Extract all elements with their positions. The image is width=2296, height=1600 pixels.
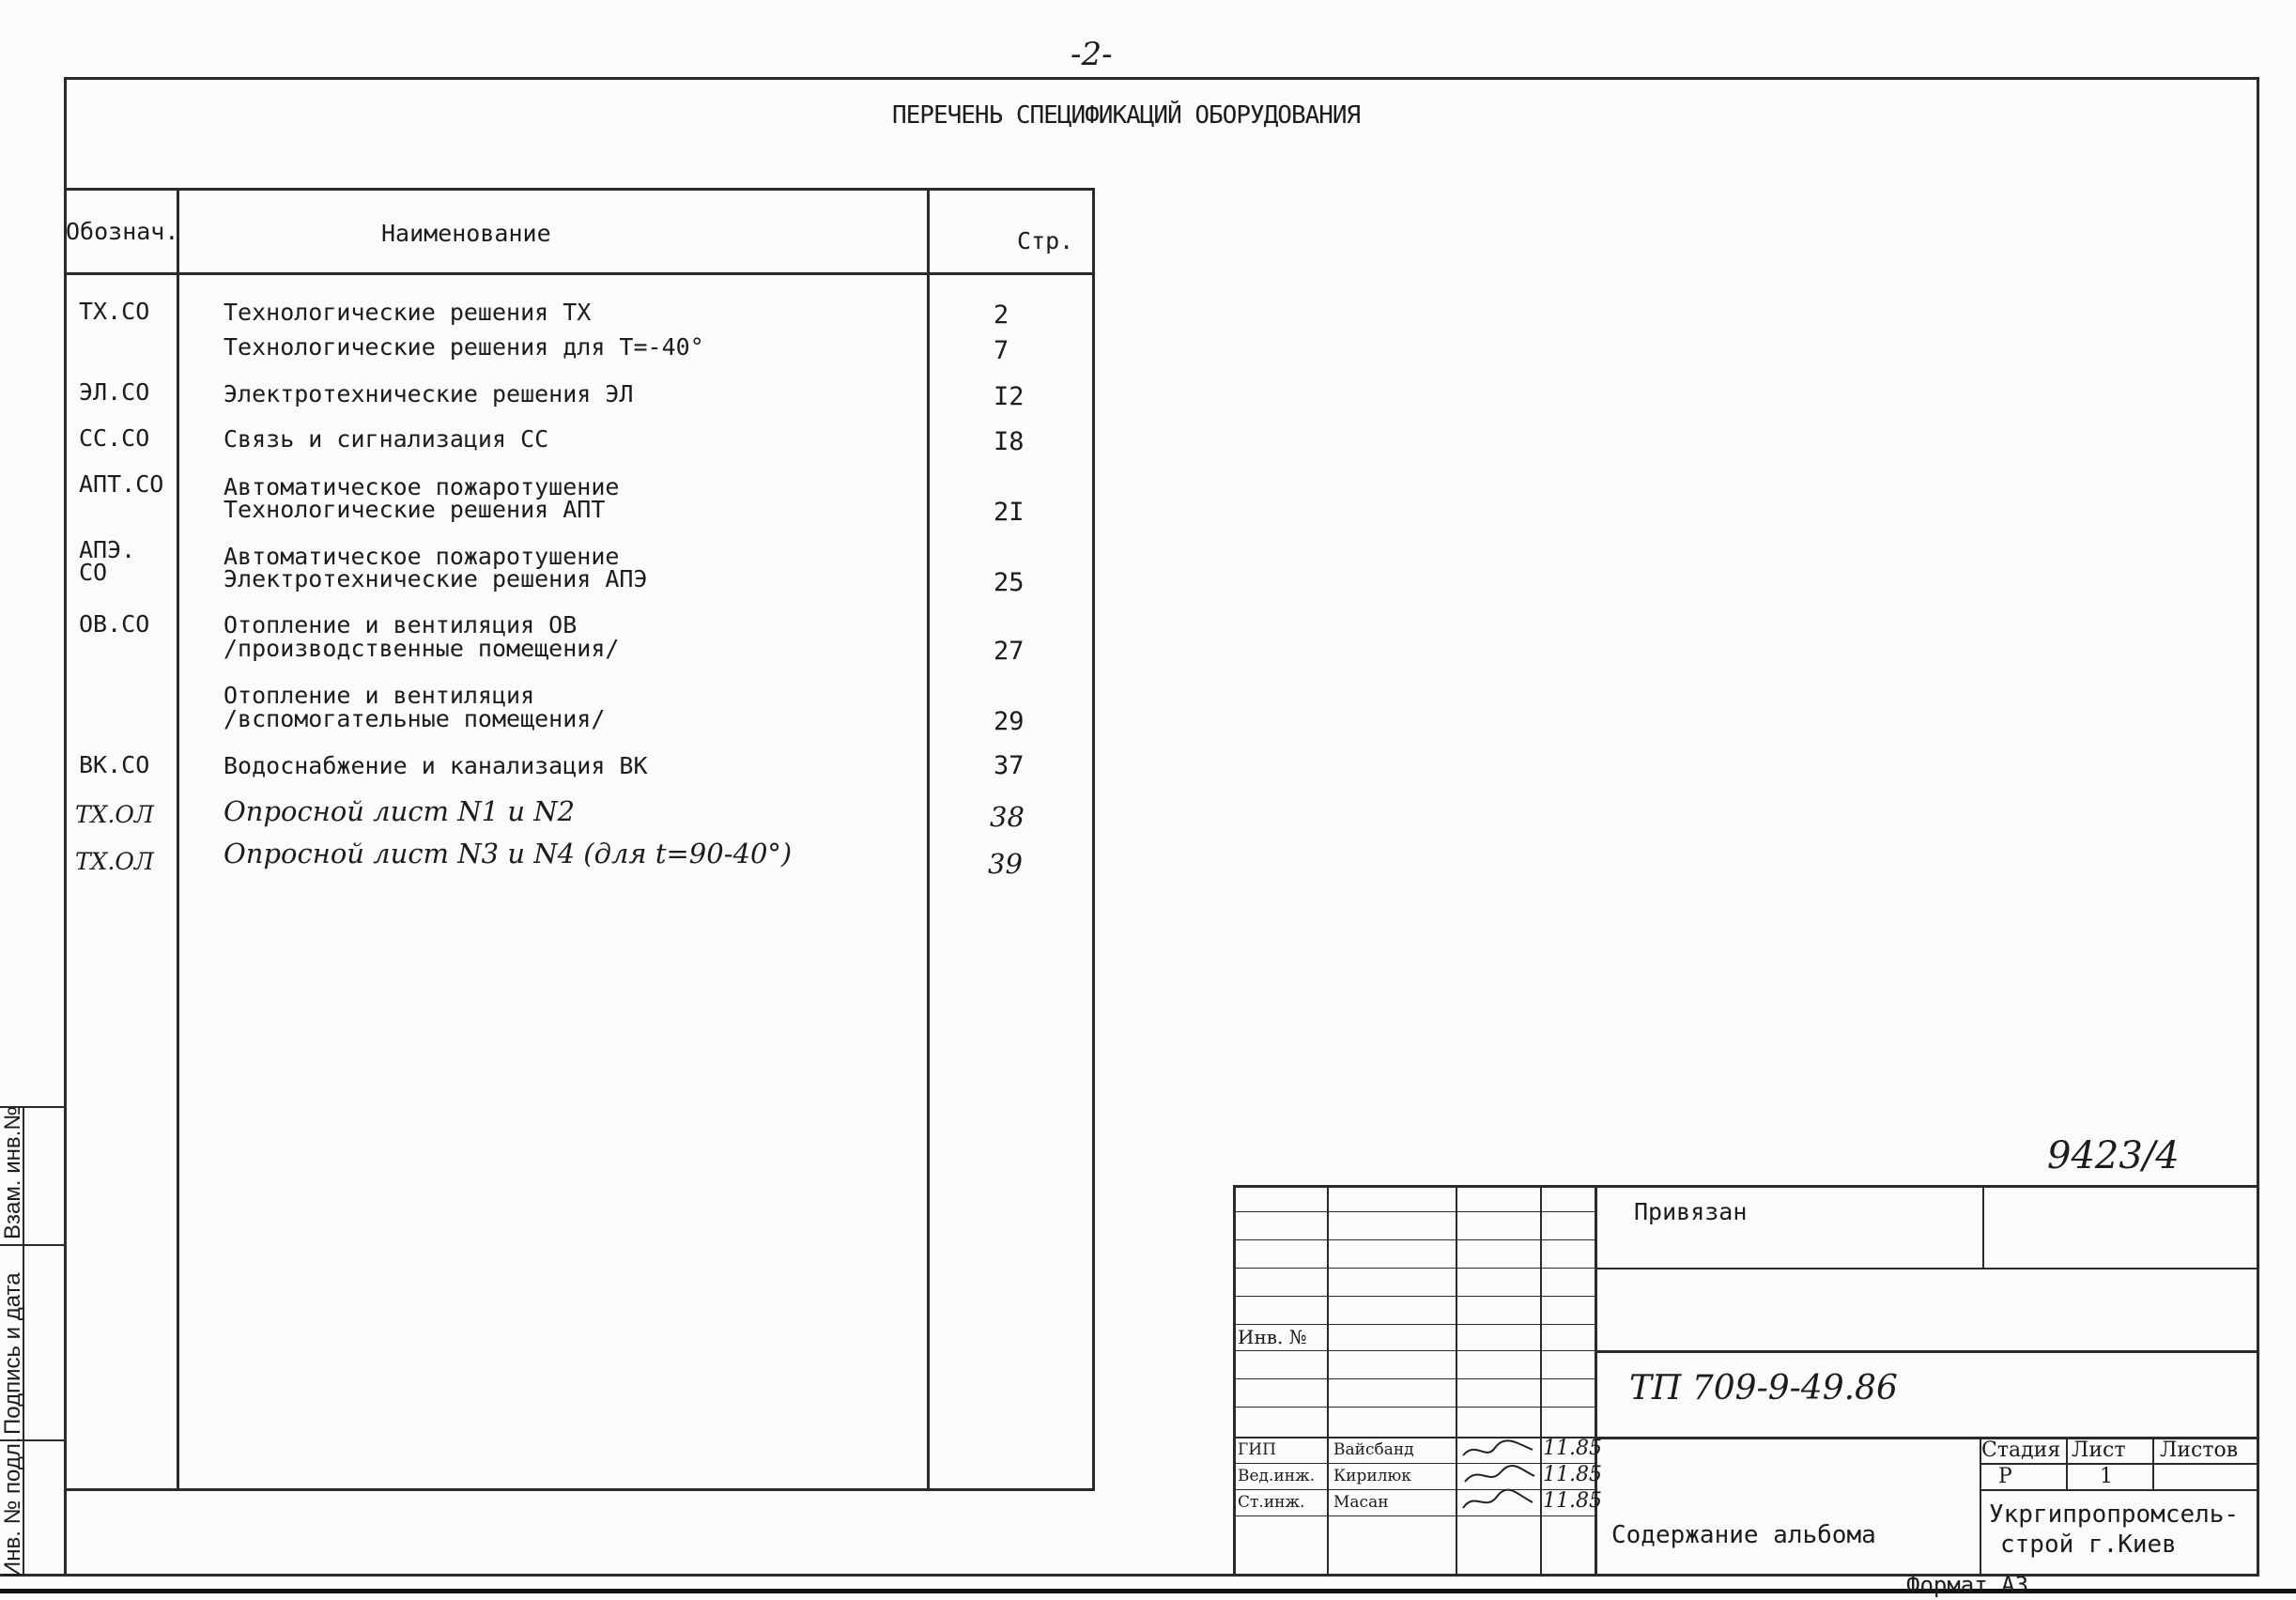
row-code: ВК.СО xyxy=(79,751,150,778)
table-header-bottom xyxy=(64,272,1095,275)
row-code: АПЭ. СО xyxy=(79,536,136,586)
tb-grid-row xyxy=(1233,1324,1596,1325)
person-date: 11.85 xyxy=(1543,1463,1602,1486)
row-name: Водоснабжение и канализация ВК xyxy=(223,752,648,779)
row-name: Отопление и вентиляция xyxy=(223,682,535,709)
row-name-line2: /производственные помещения/ xyxy=(223,635,620,662)
row-code: ТХ.ОЛ xyxy=(75,801,154,828)
signature-icon xyxy=(1457,1437,1540,1521)
row-page: 25 xyxy=(994,568,1025,597)
tb-top xyxy=(1233,1185,2259,1188)
tb-grid-row xyxy=(1233,1211,1596,1212)
tb-row-code-top xyxy=(1596,1350,2259,1353)
row-name: Отопление и вентиляция ОВ xyxy=(223,611,578,638)
row-name: Технологические решения для Т=-40° xyxy=(223,333,704,361)
stage-value: Р xyxy=(1998,1465,2012,1488)
row-name: Электротехнические решения ЭЛ xyxy=(223,380,634,408)
tb-grid-row xyxy=(1233,1239,1596,1240)
frame-top xyxy=(64,77,2259,80)
privyazan-label: Привязан xyxy=(1634,1198,1748,1225)
row-code: АПТ.СО xyxy=(79,470,164,498)
row-name: Опросной лист N1 и N2 xyxy=(223,795,576,827)
page-number: -2- xyxy=(1071,36,1113,73)
row-page: 37 xyxy=(994,751,1025,780)
sheet-label: Лист xyxy=(2072,1438,2126,1462)
table-col-page xyxy=(927,188,930,1491)
person-role: Вед.инж. xyxy=(1238,1467,1316,1485)
column-header-page: Стр. xyxy=(1017,227,1074,254)
table-col-code xyxy=(177,188,179,1491)
row-page: I2 xyxy=(994,382,1025,411)
person-name: Вайсбанд xyxy=(1333,1440,1414,1459)
person-date: 11.85 xyxy=(1543,1489,1602,1513)
row-page: I8 xyxy=(994,427,1025,456)
row-page: 39 xyxy=(988,848,1023,880)
row-name-line2: Электротехнические решения АПЭ xyxy=(223,565,648,592)
table-bottom xyxy=(64,1488,1095,1491)
row-code: ТХ.ОЛ xyxy=(75,848,154,875)
tb-grid-row xyxy=(1233,1437,1596,1438)
row-name-line2: Технологические решения АПТ xyxy=(223,496,606,523)
frame-left xyxy=(64,77,67,1576)
row-name: Автоматическое пожаротушение xyxy=(223,473,620,500)
side-label-inv-podl: Инв. № подл. xyxy=(0,1437,25,1577)
document-name: Содержание альбома xyxy=(1611,1521,1876,1549)
organization-line2: строй г.Киев xyxy=(2000,1531,2177,1559)
side-label-vzam: Взам. инв.№ xyxy=(0,1105,25,1239)
person-name: Кирилюк xyxy=(1333,1467,1411,1485)
person-role: ГИП xyxy=(1238,1440,1276,1459)
side-label-podpis: Подпись и дата xyxy=(0,1272,25,1435)
row-code: ЭЛ.СО xyxy=(79,378,150,406)
tb-grid-row xyxy=(1233,1489,1596,1490)
tb-row-stage-bottom xyxy=(1980,1489,2259,1491)
row-name: Автоматическое пожаротушение xyxy=(223,543,620,570)
table-col-right xyxy=(1092,188,1095,1491)
row-code: ОВ.СО xyxy=(79,610,150,638)
sheet-value: 1 xyxy=(2100,1465,2113,1488)
inv-no-label: Инв. № xyxy=(1238,1326,1307,1348)
row-page: 7 xyxy=(994,336,1009,365)
person-date: 11.85 xyxy=(1543,1437,1602,1460)
row-page: 2 xyxy=(994,300,1009,330)
row-page: 38 xyxy=(990,801,1025,833)
tb-divider xyxy=(1233,1185,1236,1576)
column-header-code: Обознач. xyxy=(66,218,179,245)
row-name-line2: /вспомогательные помещения/ xyxy=(223,705,606,732)
person-role: Ст.инж. xyxy=(1238,1493,1305,1512)
tb-col-privyazan xyxy=(1982,1185,1984,1268)
tb-grid-row xyxy=(1233,1407,1596,1408)
row-name: Связь и сигнализация СС xyxy=(223,425,549,453)
tb-col1 xyxy=(1327,1185,1329,1576)
tb-grid-row xyxy=(1233,1296,1596,1297)
table-top xyxy=(64,188,1095,191)
column-header-name: Наименование xyxy=(381,220,551,247)
row-page: 2I xyxy=(994,498,1025,527)
row-name: Опросной лист N3 и N4 (для t=90-40°) xyxy=(223,838,793,869)
tb-row-privyazan xyxy=(1596,1268,2259,1269)
document-title: ПЕРЕЧЕНЬ СПЕЦИФИКАЦИЙ ОБОРУДОВАНИЯ xyxy=(892,101,1361,130)
tb-grid-row xyxy=(1233,1350,1596,1351)
format-label: Формат А3 xyxy=(1906,1572,2029,1598)
tb-grid-row xyxy=(1233,1378,1596,1379)
row-name: Технологические решения ТХ xyxy=(223,299,592,326)
row-page: 29 xyxy=(994,707,1025,736)
person-name: Масан xyxy=(1333,1493,1389,1512)
tb-col3 xyxy=(1540,1185,1542,1576)
row-code: ТХ.СО xyxy=(79,298,150,325)
tb-col4 xyxy=(1595,1185,1597,1576)
side-strip-div1 xyxy=(0,1244,64,1246)
tb-grid-row xyxy=(1233,1268,1596,1269)
sheets-label: Листов xyxy=(2160,1438,2239,1462)
tb-grid-row xyxy=(1233,1463,1596,1464)
archive-number: 9423/4 xyxy=(2047,1134,2180,1177)
tb-grid-row xyxy=(1233,1515,1596,1516)
organization-line1: Укргипропромсель- xyxy=(1989,1500,2240,1529)
row-page: 27 xyxy=(994,637,1025,666)
stage-label: Стадия xyxy=(1981,1438,2061,1462)
tb-row-stage-mid xyxy=(1980,1463,2259,1465)
row-code: СС.СО xyxy=(79,424,150,452)
project-code: ТП 709-9-49.86 xyxy=(1629,1369,1898,1408)
